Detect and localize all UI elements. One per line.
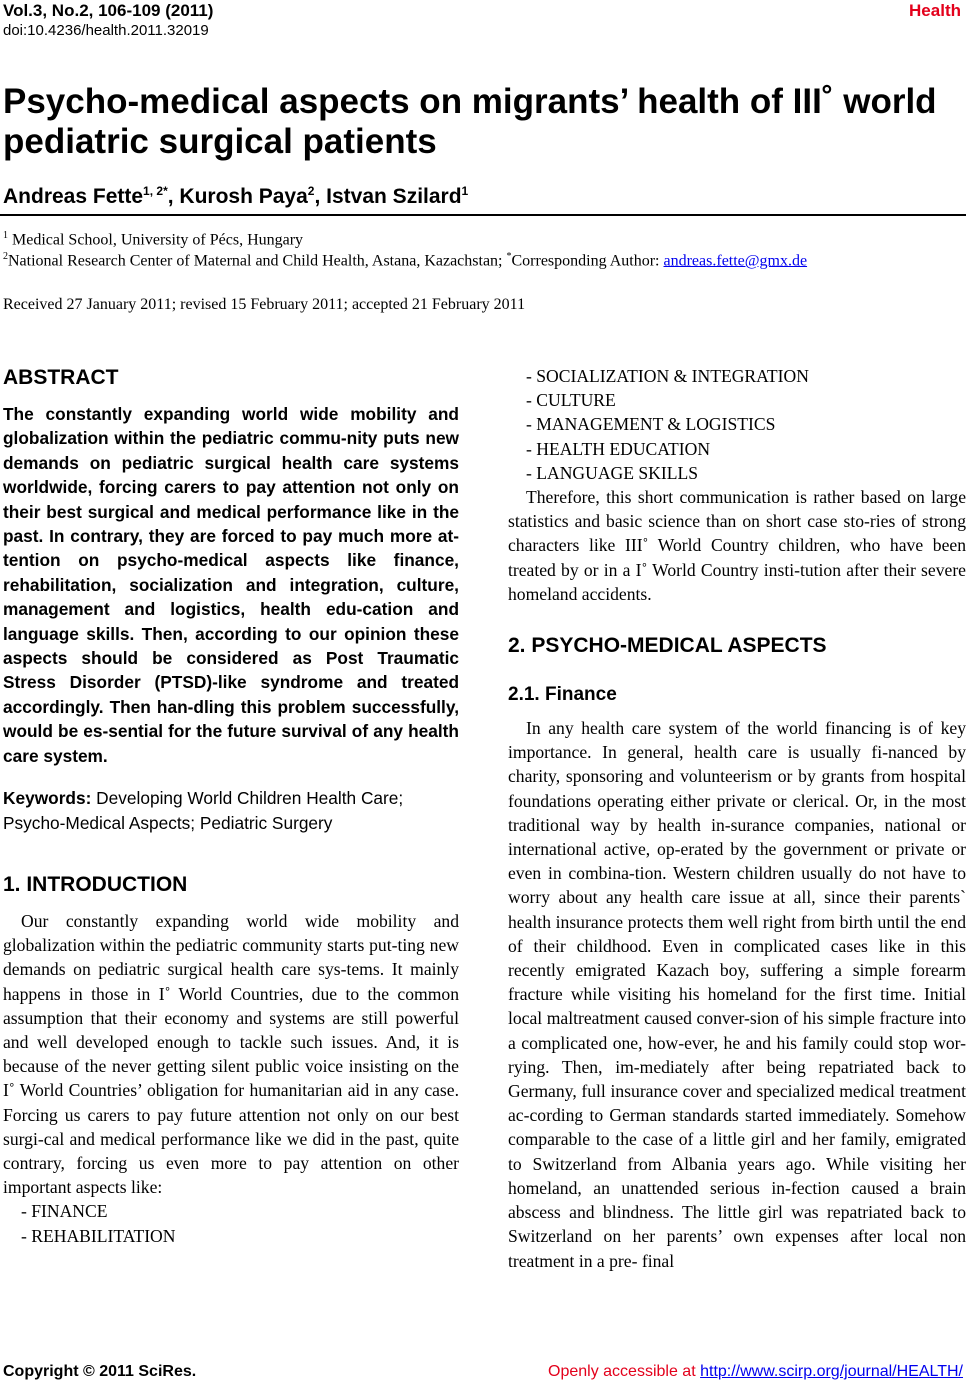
author-name: Andreas Fette (3, 185, 144, 208)
affiliation-1: $^1$ Medical School, University of Pécs, Hungary (3, 230, 304, 249)
subsection-finance-heading: 2.1. Finance (508, 684, 617, 706)
introduction-heading: 1. INTRODUCTION (3, 872, 188, 896)
introduction-paragraph: Our constantly expanding world wide mobility and globalization within the pediatric community starts put-ting new demands on pediatric surgical health care sys-tems. It mainly happens in those in I˚ World Countries, due to the common assumption that their economy and systems are still powerful and well developed enough to tackle such issues. And, it is because of the never getting silent public voice insisting on the I˚ World Countries’ obligation for humanitarian aid in any case. Forcing us carers to pay future attention not only on our best surgi-cal and medical performance like we did in the past, quite contrary, forcing us even more to pay attention on other important aspects like: (3, 910, 459, 1198)
list-item: - MANAGEMENT & LOGISTICS (526, 414, 776, 435)
finance-paragraph: In any health care system of the world financing is of key importance. In general, health care is usually fi-nanced by charity, sponsoring and volunteerism or by grants from hospital foundations operating either private or clerical. Or, in the most traditional way by health in-surance companies, national or international active, op-erated by the government or private or even in combina-tion. Western children usually do not have to worry about any health care issue at all, since their parents` health insurance protects them well right from birth until the end of their childhood. Even in complicated cases like in this recently emigrated Kazach boy, suffering a simple forearm fracture while visiting his homeland for the first time. Initial local maltreatment caused conver-sion of his simple fracture into a complicated one, how-ever, he and his family could stop wor- rying. Then, im-mediately after being repatriated back to Germany, full insurance cover and specialized medical treatment ac-cording to German standards started immediately. Somehow comparable to the case of a little girl and her family, emigrated to Switzerland from Albania years ago. While visiting her homeland, an unattended serious in-fection caused a brain abscess and blindness. The little girl was repatriated back to Switzerland on her parents’ own expenses after local non treatment in a pre- final (508, 718, 966, 1271)
author-name: Kurosh Paya (179, 185, 308, 208)
doi: doi:10.4236/health.2011.32019 (3, 22, 209, 39)
left-column (3, 364, 459, 1248)
journal-name: Health (909, 1, 961, 20)
journal-volume: Vol.3, No.2, 106-109 (2011) (3, 1, 214, 20)
list-item: - HEALTH EDUCATION (526, 438, 711, 459)
section-2-heading: 2. PSYCHO-MEDICAL ASPECTS (508, 634, 827, 658)
list-item: - SOCIALIZATION & INTEGRATION (526, 366, 809, 386)
abstract-text: The constantly expanding world wide mobility and globalization within the pediatric commu-nity puts new demands on pediatric surgical health care systems worldwide, forcing carers to pay attention not only on their best surgical and medical performance like in the past. In contrary, they are forced to pay much more at-tention on psycho-medical aspects like finance, rehabilitation, socialization and integration, culture, management and logistics, health edu-cation and language skills. Then, according to our opinion these aspects should be considered as Post Traumatic Stress Disorder (PTSD)-like syndrome and treated accordingly. Then han-dling this problem successfully, would be es-sential for the future survival of any health care system. (3, 404, 459, 766)
list-item: - CULTURE (526, 390, 616, 411)
author-affiliation-mark: 1 (461, 184, 469, 198)
list-item: - LANGUAGE SKILLS (526, 462, 699, 483)
received-dates: Received 27 January 2011; revised 15 February 2011; accepted 21 February 2011 (3, 296, 526, 313)
author-list: Andreas Fette$^{1, 2*}$, Kurosh Paya$^2$, Istvan Szilard$^1$ (3, 184, 469, 208)
keywords (3, 786, 459, 835)
author-affiliation-mark: 1, 2* (143, 184, 168, 198)
copyright: Copyright © 2011 SciRes. (3, 1363, 197, 1380)
title-divider (0, 214, 966, 216)
affiliation-2: $^2$National Research Center of Maternal and Child Health, Astana, Kazachstan; *Corresponding Author: andreas.fette@gmx.de (3, 251, 808, 270)
abstract-heading: ABSTRACT (3, 366, 119, 389)
open-access-notice: Openly accessible at http://www.scirp.org/journal/HEALTH/ (548, 1363, 963, 1380)
keywords-label: Keywords: (3, 788, 92, 809)
right-column (508, 364, 966, 1273)
list-item: - FINANCE (21, 1201, 108, 1222)
paper-title: Psycho-medical aspects on migrants’ health of III˚ world pediatric surgical patients (3, 82, 937, 161)
journal-url-link[interactable]: http://www.scirp.org/journal/HEALTH/ (700, 1363, 963, 1380)
author-affiliation-mark: 2 (307, 184, 315, 198)
introduction-closing-paragraph: Therefore, this short communication is rather based on large statistics and basic science than on short case sto-ries of strong characters like III˚ World Country children, who have been treated by or in a I˚ World Country insti-tution after their severe homeland accidents. (508, 487, 966, 604)
author-email-link[interactable]: andreas.fette@gmx.de (663, 252, 808, 270)
keywords-list: Developing World Children Health Care; Psycho-Medical Aspects; Pediatric Surgery (3, 788, 404, 833)
list-item: - REHABILITATION (21, 1225, 176, 1246)
author-name: Istvan Szilard (326, 185, 462, 208)
